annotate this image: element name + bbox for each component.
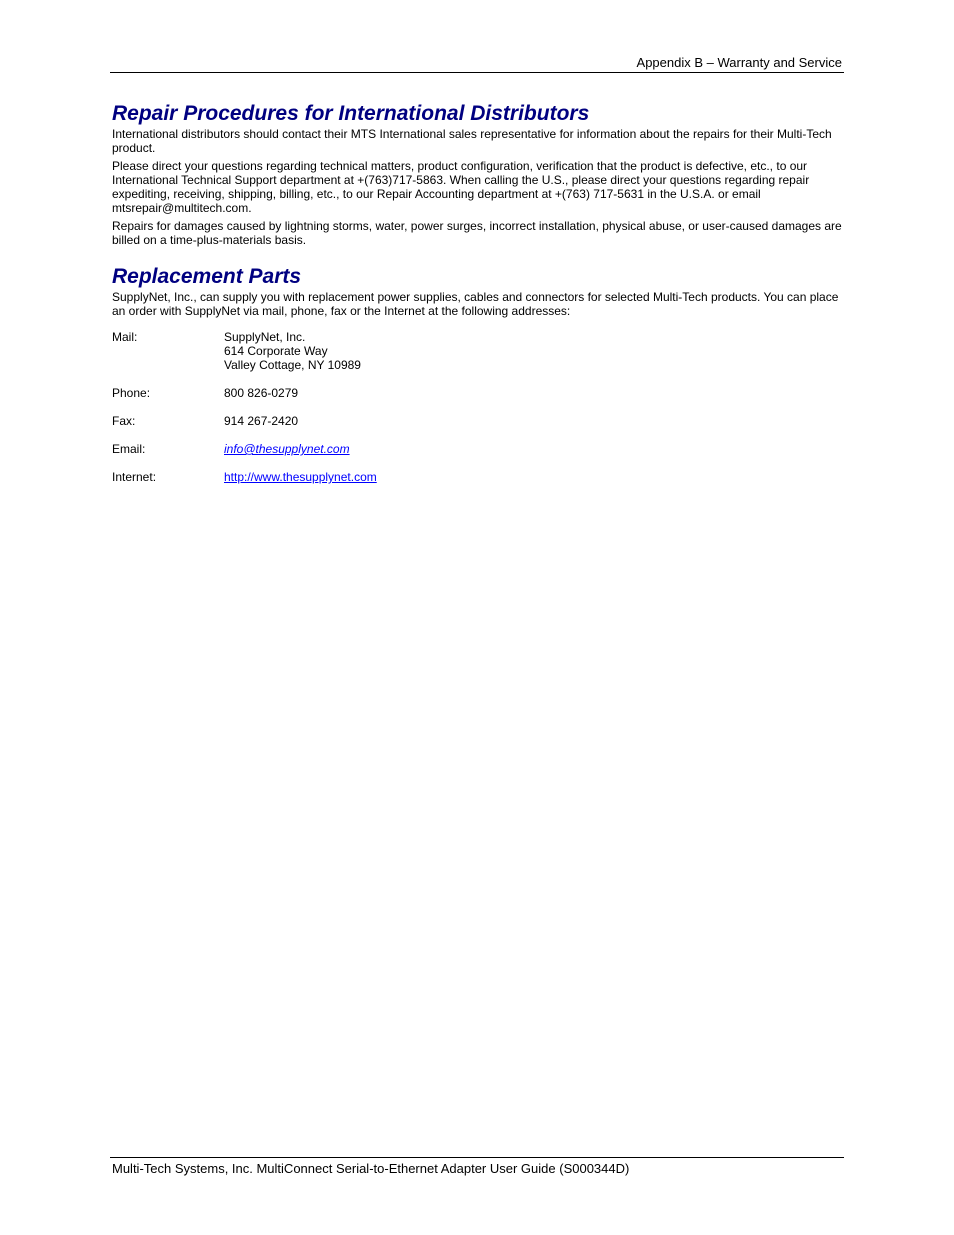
email-link[interactable]: info@thesupplynet.com bbox=[224, 442, 350, 456]
paragraph-damages: Repairs for damages caused by lightning storms, water, power surges, incorrect installation, physical abuse, or user-caused damages are billed on a time-plus-materials basis. bbox=[112, 219, 842, 247]
paragraph-technical-support: Please direct your questions regarding technical matters, product configuration, verification that the product is defective, etc., to our International Technical Support department at +(763)717-5863. When calling the U.S., please direct your questions regarding repair expediting, receiving, shipping, billing, etc., to our Repair Accounting department at +(763) 717-5631 in the U.S.A. or email mtsrepair@multitech.com. bbox=[112, 159, 810, 215]
paragraph-intro: International distributors should contact their MTS International sales representative for information about the repairs for their Multi-Tech product. bbox=[112, 127, 832, 155]
paragraph-supplynet: SupplyNet, Inc., can supply you with replacement power supplies, cables and connectors for selected Multi-Tech products. You can place an order with SupplyNet via mail, phone, fax or the Internet at the following addresses: bbox=[112, 290, 839, 318]
internet-value bbox=[224, 470, 377, 484]
contact-row-internet bbox=[112, 470, 844, 484]
repair-procedures-section bbox=[112, 101, 844, 247]
contact-row-phone bbox=[112, 386, 844, 400]
contact-label-mail: Mail: bbox=[112, 330, 138, 344]
contact-row-email bbox=[112, 442, 844, 456]
mail-address-line: 614 Corporate Way bbox=[224, 344, 328, 358]
contact-label-phone: Phone: bbox=[112, 386, 151, 400]
replacement-parts-section bbox=[112, 264, 844, 484]
phone-number: 800 826-0279 bbox=[224, 386, 299, 400]
footer-divider bbox=[110, 1157, 844, 1158]
fax-number: 914 267-2420 bbox=[224, 414, 299, 428]
contact-label-fax: Fax: bbox=[112, 414, 136, 428]
website-link[interactable]: http://www.thesupplynet.com bbox=[224, 470, 377, 484]
section-title-repair-procedures: Repair Procedures for International Distributors bbox=[112, 102, 590, 125]
page-footer: Multi-Tech Systems, Inc. MultiConnect Serial-to-Ethernet Adapter User Guide (S000344D) bbox=[112, 1161, 630, 1176]
section-title-replacement-parts: Replacement Parts bbox=[112, 265, 302, 288]
page-content bbox=[112, 101, 844, 498]
contact-label-email: Email: bbox=[112, 442, 146, 456]
header-divider bbox=[110, 72, 844, 73]
mail-address bbox=[224, 330, 361, 372]
page-header: Appendix B – Warranty and Service bbox=[636, 55, 842, 70]
mail-address-line: SupplyNet, Inc. bbox=[224, 330, 306, 344]
contact-row-fax bbox=[112, 414, 844, 428]
email-value bbox=[224, 442, 350, 456]
contact-row-mail bbox=[112, 330, 844, 372]
contact-label-internet: Internet: bbox=[112, 470, 157, 484]
contact-table bbox=[112, 330, 844, 484]
mail-address-line: Valley Cottage, NY 10989 bbox=[224, 358, 361, 372]
